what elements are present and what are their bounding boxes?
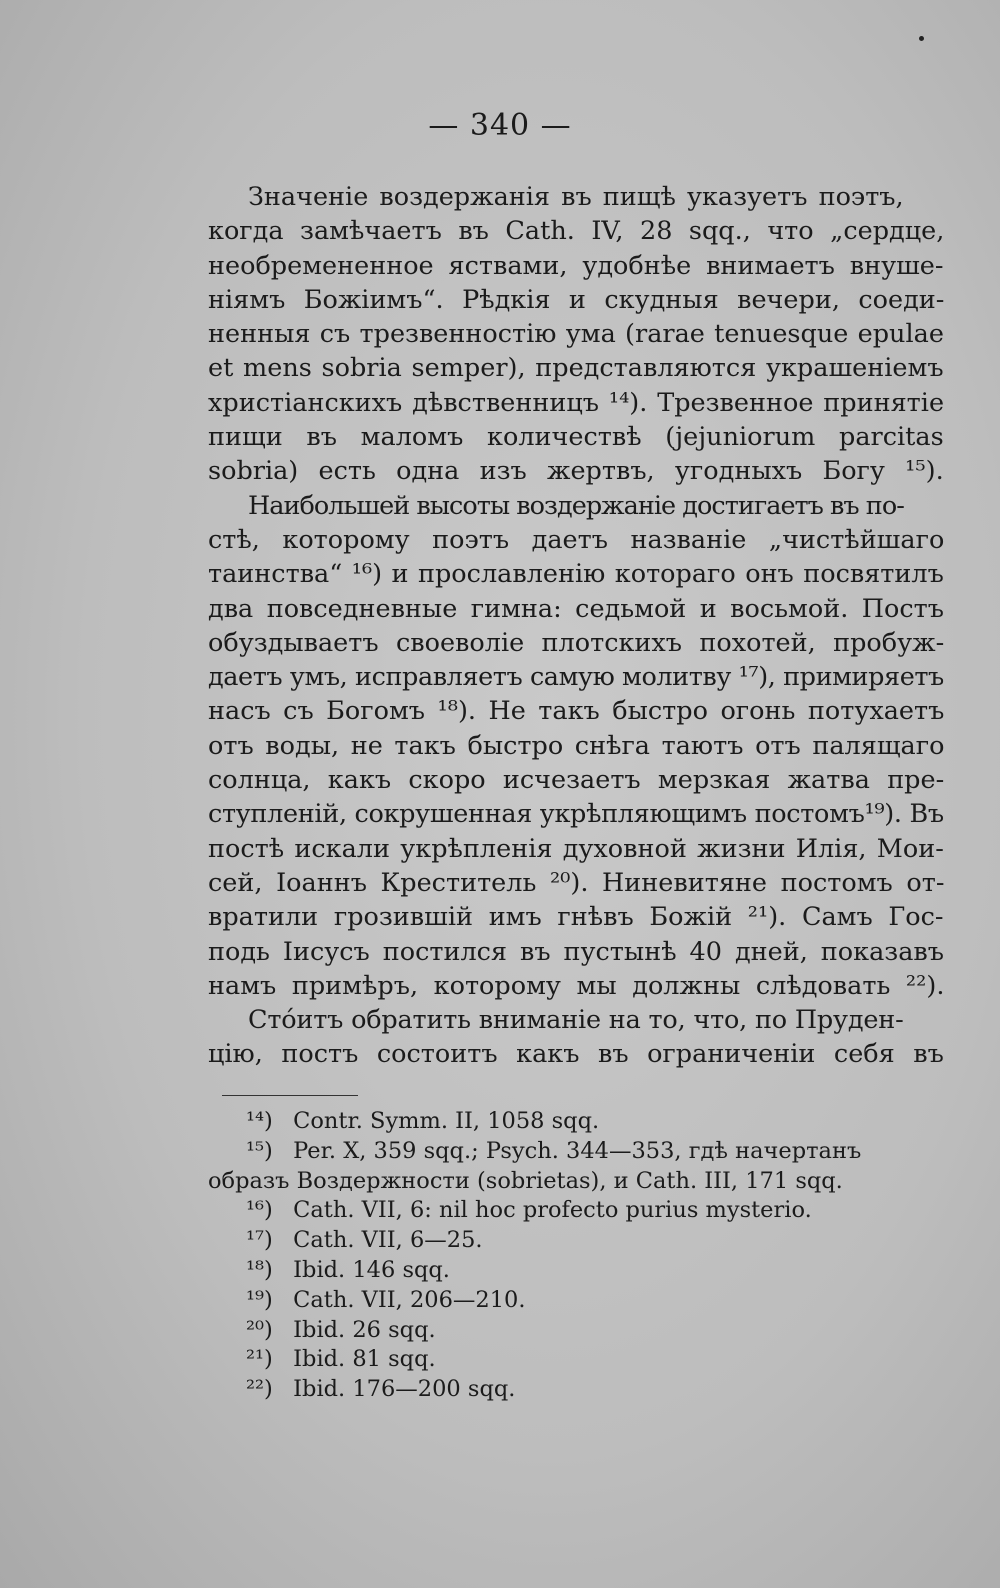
footnote-15: [208, 1137, 948, 1167]
footnote-21: [208, 1345, 948, 1375]
footnote-text: Ibid. 26 sqq.: [293, 1316, 436, 1343]
footnote-number: ¹⁷): [246, 1227, 273, 1254]
text-line: когда замѣчаетъ въ Cath. IV, 28 sqq., что „сердце,: [208, 216, 945, 247]
paragraph-3: [208, 1003, 944, 1072]
text-line: подь Іисусъ постился въ пустынѣ 40 дней, показавъ: [208, 936, 944, 967]
text-line: постѣ искали укрѣпленія духовной жизни Илія, Мои-: [208, 833, 944, 864]
text-line: насъ съ Богомъ ¹⁸). Не такъ быстро огонь потухаетъ: [208, 696, 945, 727]
footnote-number: ¹⁸): [246, 1256, 273, 1283]
footnote-text: Cath. VII, 6—25.: [293, 1227, 483, 1254]
footnote-number: ²²): [246, 1376, 273, 1403]
text-line: вратили грозившій имъ гнѣвъ Божій ²¹). Самъ Гос-: [208, 902, 944, 933]
text-line: даетъ умъ, исправляетъ самую молитву ¹⁷), примиряетъ: [208, 662, 944, 693]
footnote-text: Cath. VII, 206—210.: [293, 1286, 526, 1313]
footnote-text: Cath. VII, 6: nil hoc profecto purius mysterio.: [293, 1197, 812, 1224]
text-line: отъ воды, не такъ быстро снѣга таютъ отъ палящаго: [208, 730, 945, 761]
footnote-number: ¹⁴): [246, 1108, 273, 1134]
text-line: намъ примѣръ, которому мы должны слѣдовать ²²).: [208, 970, 945, 1001]
text-line: таинства“ ¹⁶) и прославленію котораго онъ посвятилъ: [208, 559, 944, 590]
footnote-number: ²⁰): [246, 1316, 273, 1343]
text-line: стѣ, которому поэтъ даетъ названіе „чистѣйшаго: [208, 524, 945, 555]
footnote-text: Ibid. 146 sqq.: [293, 1256, 450, 1283]
text-line: цію, постъ состоитъ какъ въ ограниченіи себя въ: [208, 1039, 944, 1070]
text-line: два повседневные гимна: седьмой и восьмой. Постъ: [208, 593, 944, 624]
text-line: необремененное яствами, удобнѣе внимаетъ внуше-: [208, 250, 944, 281]
footnote-text: Contr. Symm. II, 1058 sqq.: [293, 1108, 600, 1134]
text-line: пищи въ маломъ количествѣ (jejuniorum parcitas: [208, 422, 944, 453]
text-line: sobria) есть одна изъ жертвъ, угодныхъ Богу ¹⁵).: [208, 456, 944, 487]
ink-speck: [919, 36, 924, 41]
footnote-text: Ibid. 81 sqq.: [293, 1346, 436, 1373]
footnotes: [208, 1107, 948, 1405]
text-line: Стóитъ обратить вниманіе на то, что, по Пруден-: [248, 1005, 904, 1036]
footnote-number: ²¹): [246, 1346, 273, 1373]
footnote-divider: [222, 1095, 358, 1096]
footnote-18: [208, 1256, 948, 1286]
text-line: Значеніе воздержанія въ пищѣ указуетъ поэтъ,: [248, 182, 904, 212]
text-line: ступленій, сокрушенная укрѣпляющимъ постомъ¹⁹). Въ: [208, 799, 944, 830]
text-line: христіанскихъ дѣвственницъ ¹⁴). Трезвенное принятіе: [208, 387, 945, 418]
footnote-16: [208, 1196, 948, 1226]
footnote-14: [208, 1107, 948, 1137]
footnote-text: Ibid. 176—200 sqq.: [293, 1376, 516, 1403]
footnote-number: ¹⁹): [246, 1286, 273, 1313]
footnote-17: [208, 1226, 948, 1256]
paragraph-1: [208, 180, 944, 489]
page-number: — 340 —: [428, 108, 572, 143]
text-line: обуздываетъ своеволіе плотскихъ похотей, пробуж-: [208, 627, 945, 658]
footnote-22: [208, 1375, 948, 1405]
main-text: [208, 180, 944, 1072]
text-line: сей, Іоаннъ Креститель ²⁰). Ниневитяне постомъ от-: [208, 867, 945, 898]
footnote-15-continuation: образъ Воздержности (sobrietas), и Cath. III, 171 sqq.: [208, 1167, 843, 1194]
text-line: et mens sobria semper), представляются украшеніемъ: [208, 353, 944, 384]
text-line: ненныя съ трезвенностію ума (rarae tenuesque epulae: [208, 319, 944, 350]
text-line: ніямъ Божіимъ“. Рѣдкія и скудныя вечери, соеди-: [208, 284, 945, 315]
paragraph-2: [208, 489, 944, 1003]
footnote-20: [208, 1316, 948, 1346]
text-line: Наибольшей высоты воздержаніе достигаетъ въ по-: [248, 490, 904, 521]
footnote-number: ¹⁶): [246, 1197, 273, 1224]
footnote-text: Per. X, 359 sqq.; Psych. 344—353, гдѣ начертанъ: [293, 1137, 862, 1164]
text-line: солнца, какъ скоро исчезаетъ мерзкая жатва пре-: [208, 765, 945, 796]
footnote-19: [208, 1286, 948, 1316]
footnote-number: ¹⁵): [246, 1137, 273, 1164]
